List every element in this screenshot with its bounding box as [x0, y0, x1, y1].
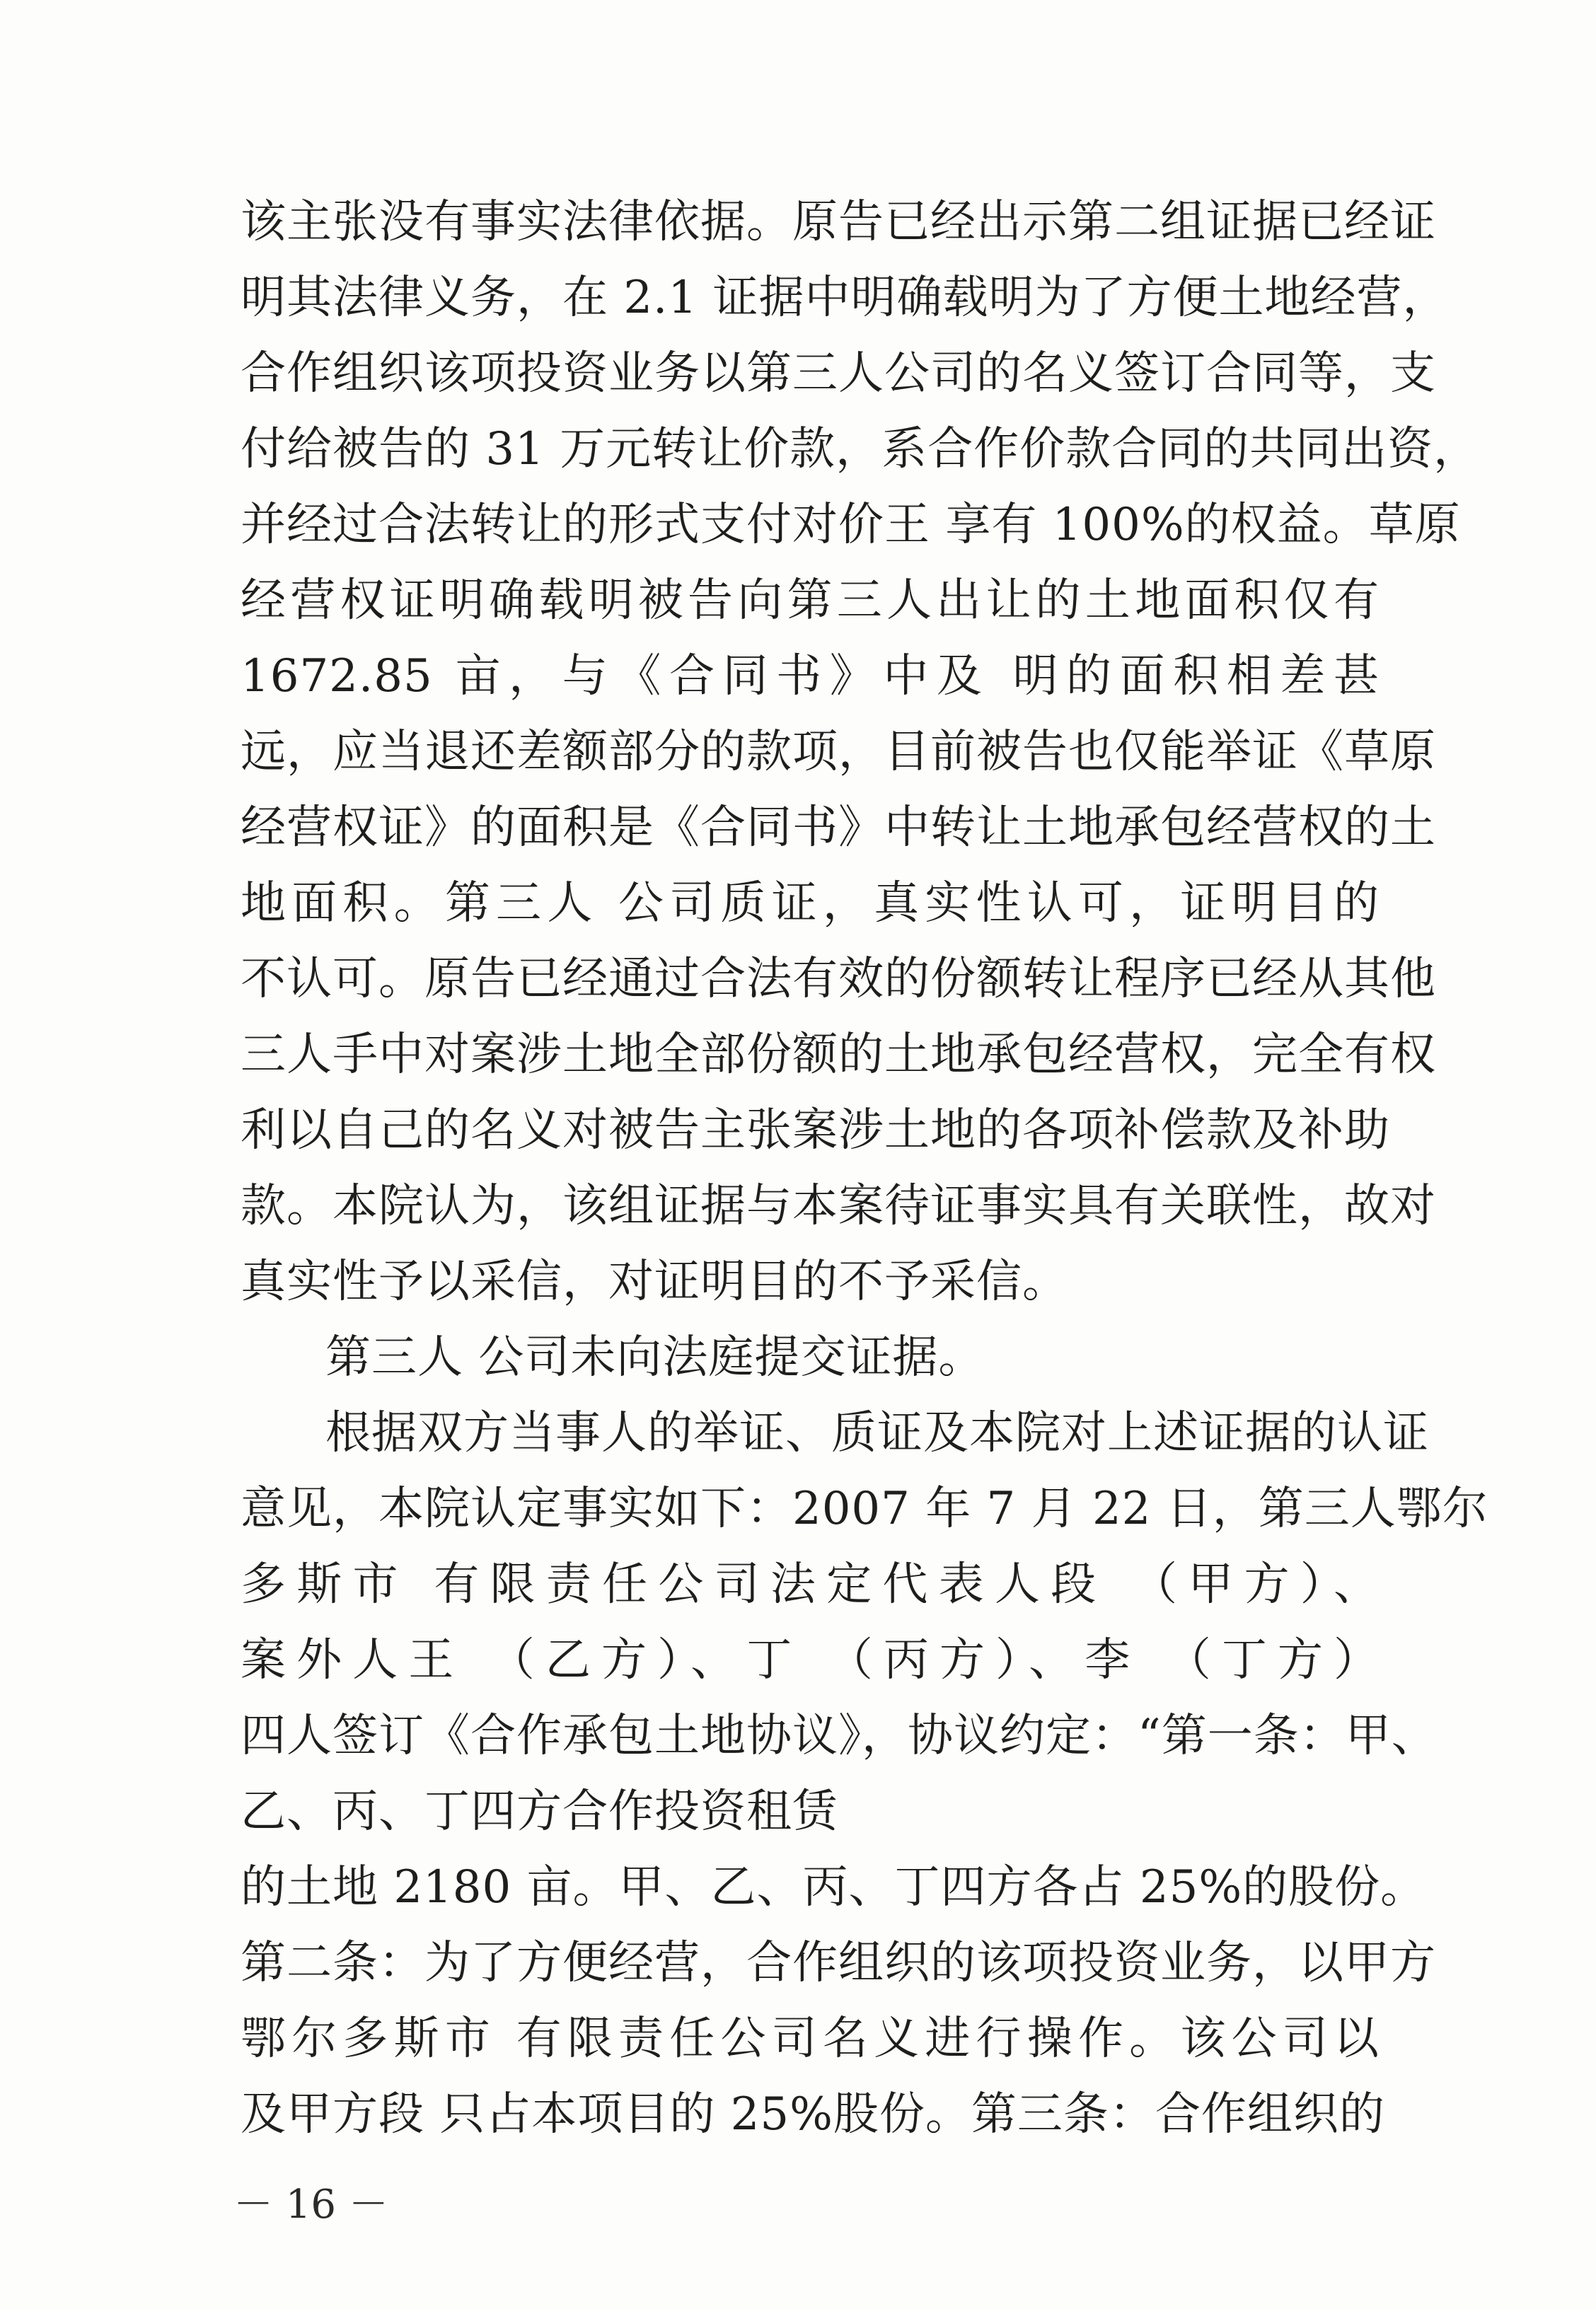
text-line: 经营权证明确载明被告向第三人出让的土地面积仅有	[241, 574, 1380, 627]
text-line: 明其法律义务，在 2.1 证据中明确载明为了方便土地经营，	[241, 272, 1449, 324]
text-line: 并经过合法转让的形式支付对价王 享有 100%的权益。草原	[241, 499, 1461, 551]
text-line: 鄂尔多斯市 有限责任公司名义进行操作。该公司以	[241, 2013, 1380, 2065]
text-line: 案外人王 （乙方）、丁 （丙方）、李 （丁方）	[241, 1634, 1380, 1686]
text-line: 不认可。原告已经通过合法有效的份额转让程序已经从其他	[241, 953, 1436, 1005]
text-line: 根据双方当事人的举证、质证及本院对上述证据的认证	[325, 1407, 1429, 1459]
text-line: 多斯市 有限责任公司法定代表人段 （甲方）、	[241, 1558, 1380, 1611]
text-line: 该主张没有事实法律依据。原告已经出示第二组证据已经证	[241, 196, 1436, 248]
text-line: 第二条：为了方便经营，合作组织的该项投资业务，以甲方	[241, 1937, 1436, 1989]
text-line: 意见，本院认定事实如下：2007 年 7 月 22 日，第三人鄂尔	[241, 1483, 1488, 1535]
text-line: 经营权证》的面积是《合同书》中转让土地承包经营权的土	[241, 802, 1436, 854]
text-line: 及甲方段 只占本项目的 25%股份。第三条：合作组织的	[241, 2088, 1385, 2141]
text-line: 款。本院认为，该组证据与本案待证事实具有关联性，故对	[241, 1180, 1436, 1232]
text-line: 地面积。第三人 公司质证，真实性认可，证明目的	[241, 877, 1380, 930]
text-line: 第三人 公司未向法庭提交证据。	[325, 1331, 985, 1384]
text-line: 三人手中对案涉土地全部份额的土地承包经营权，完全有权	[241, 1029, 1436, 1081]
text-line: 合作组织该项投资业务以第三人公司的名义签订合同等，支	[241, 347, 1436, 400]
text-line: 1672.85 亩，与《合同书》中及 明的面积相差甚	[241, 650, 1380, 702]
page-number: － 16 －	[233, 2182, 388, 2228]
text-line: 四人签订《合作承包土地协议》，协议约定：“第一条：甲、	[241, 1710, 1438, 1762]
text-line: 的土地 2180 亩。甲、乙、丙、丁四方各占 25%的股份。	[241, 1861, 1427, 1914]
text-line: 远，应当退还差额部分的款项，目前被告也仅能举证《草原	[241, 726, 1436, 778]
text-line: 真实性予以采信，对证明目的不予采信。	[241, 1256, 1068, 1308]
text-line: 乙、丙、丁四方合作投资租赁	[241, 1786, 838, 1838]
text-line: 付给被告的 31 万元转让价款，系合作价款合同的共同出资，	[241, 423, 1480, 475]
text-line: 利以自己的名义对被告主张案涉土地的各项补偿款及补助	[241, 1104, 1390, 1157]
